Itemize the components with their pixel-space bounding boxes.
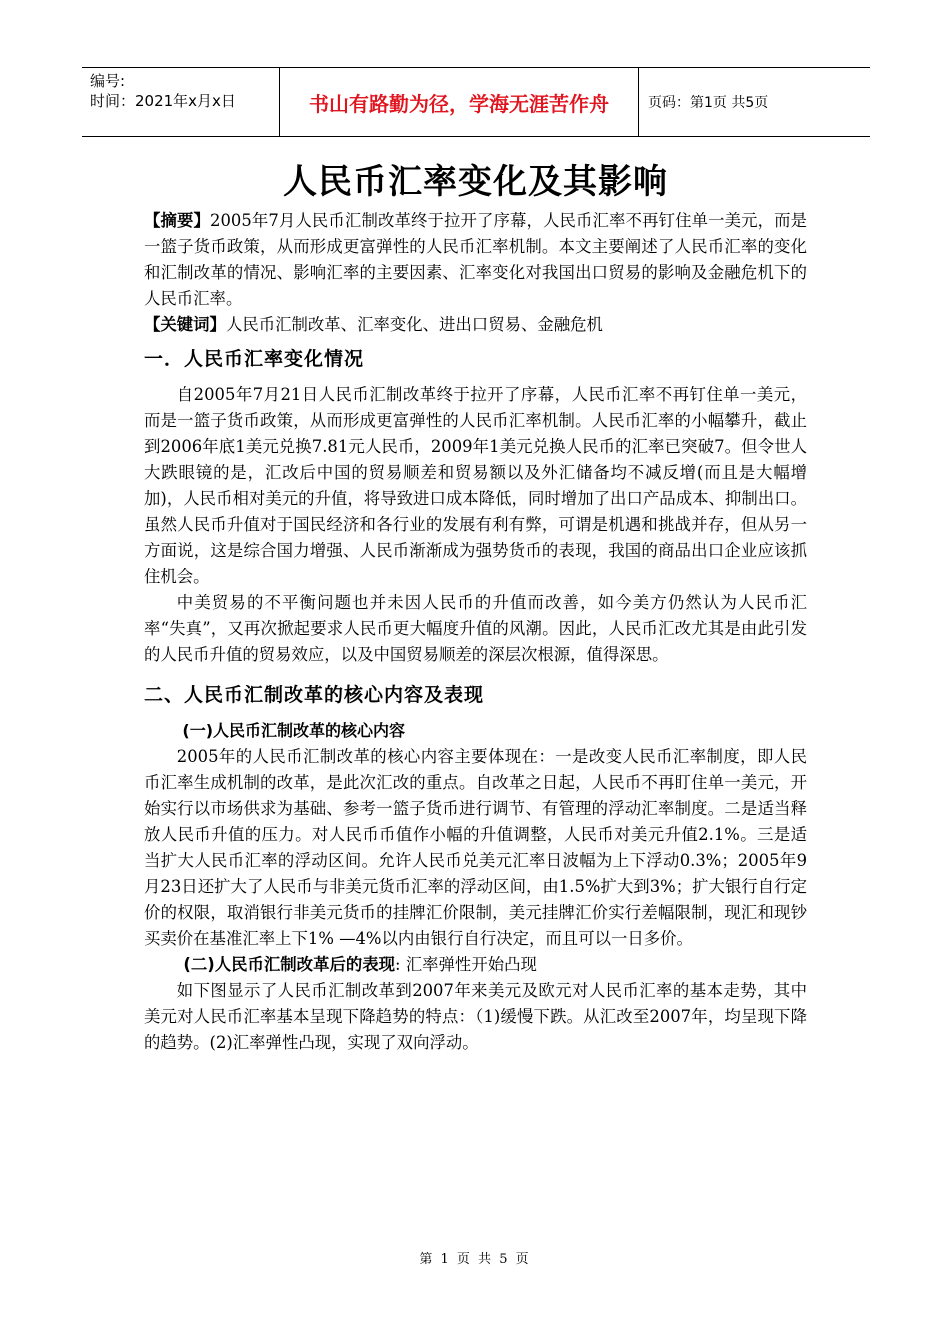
section-1-heading: 一．人民币汇率变化情况 <box>144 348 365 370</box>
page-header <box>82 67 870 137</box>
document-body <box>144 158 807 1056</box>
page-footer: 第 1 页 共 5 页 <box>419 1252 531 1267</box>
section-2-heading: 二、人民币汇制改革的核心内容及表现 <box>144 684 485 706</box>
subsection-2-1-heading: (一)人民币汇制改革的核心内容 <box>182 721 406 740</box>
subsection-2-1-paragraph: 2005年的人民币汇制改革的核心内容主要体现在：一是改变人民币汇率制度，即人民币汇率生成机制的改革，是此次汇改的重点。自改革之日起，人民币不再盯住单一美元，开始实行以市场供求为基础、参考一篮子货币进行调节、有管理的浮动汇率制度。二是适当释放人民币升值的压力。对人民币币值作小幅的升值调整，人民币对美元升值2.1%。三是适当扩大人民币汇率的浮动区间。允许人民币兑美元汇率日波幅为上下浮动0.3%；2005年9月23日还扩大了人民币与非美元货币汇率的浮动区间，由1.5%扩大到3%；扩大银行自行定价的权限，取消银行非美元货币的挂牌汇价限制，美元挂牌汇价实行差幅限制，现汇和现钞买卖价在基准汇率上下1% —4%以内由银行自行决定，而且可以一日多价。 <box>144 747 807 948</box>
subsection-2-2-paragraph: 如下图显示了人民币汇制改革到2007年来美元及欧元对人民币汇率的基本走势，其中美元对人民币汇率基本呈现下降趋势的特点：（1)缓慢下跌。从汇改至2007年，均呈现下降的趋势。(2)汇率弹性凸现，实现了双向浮动。 <box>144 981 807 1052</box>
header-page-info: 页码：第1页 共5页 <box>648 95 769 111</box>
subsection-2-2-heading-suffix: : 汇率弹性开始凸现 <box>395 955 537 974</box>
section-1-paragraph-1: 自2005年7月21日人民币汇制改革终于拉开了序幕，人民币汇率不再钉住单一美元，而是一篮子货币政策，从而形成更富弹性的人民币汇率机制。人民币汇率的小幅攀升，截止到2006年底1美元兑换7.81元人民币，2009年1美元兑换人民币的汇率已突破7。但令世人大跌眼镜的是，汇改后中国的贸易顺差和贸易额以及外汇储备均不减反增(而且是大幅增加)，人民币相对美元的升值，将导致进口成本降低，同时增加了出口产品成本、抑制出口。虽然人民币升值对于国民经济和各行业的发展有利有弊，可谓是机遇和挑战并存，但从另一方面说，这是综合国力增强、人民币渐渐成为强势货币的表现，我国的商品出口企业应该抓住机会。 <box>144 385 807 586</box>
subsection-2-2-heading-line <box>144 952 807 978</box>
abstract-text: 2005年7月人民币汇制改革终于拉开了序幕，人民币汇率不再钉住单一美元，而是一篮子货币政策，从而形成更富弹性的人民币汇率机制。本文主要阐述了人民币汇率的变化和汇制改革的情况、影响汇率的主要因素、汇率变化对我国出口贸易的影响及金融危机下的人民币汇率。 <box>144 211 808 308</box>
abstract <box>144 208 807 312</box>
header-meta <box>90 71 236 111</box>
header-motto-cell <box>279 68 639 136</box>
document-time-label: 时间：2021年x月x日 <box>90 92 236 110</box>
section-1-paragraph-2: 中美贸易的不平衡问题也并未因人民币的升值而改善，如今美方仍然认为人民币汇率“失真”，又再次掀起要求人民币更大幅度升值的风潮。因此，人民币汇改尤其是由此引发的人民币升值的贸易效应，以及中国贸易顺差的深层次根源，值得深思。 <box>144 593 807 664</box>
document-title: 人民币汇率变化及其影响 <box>283 162 668 202</box>
document-number-label: 编号: <box>90 72 126 90</box>
abstract-label: 【摘要】 <box>144 211 211 230</box>
keywords-text: 人民币汇制改革、汇率变化、进出口贸易、金融危机 <box>225 315 603 334</box>
header-motto: 书山有路勤为径，学海无涯苦作舟 <box>309 91 609 116</box>
keywords <box>144 312 807 338</box>
keywords-label: 【关键词】 <box>144 315 226 334</box>
subsection-2-2-heading: (二)人民币汇制改革后的表现 <box>183 955 396 974</box>
